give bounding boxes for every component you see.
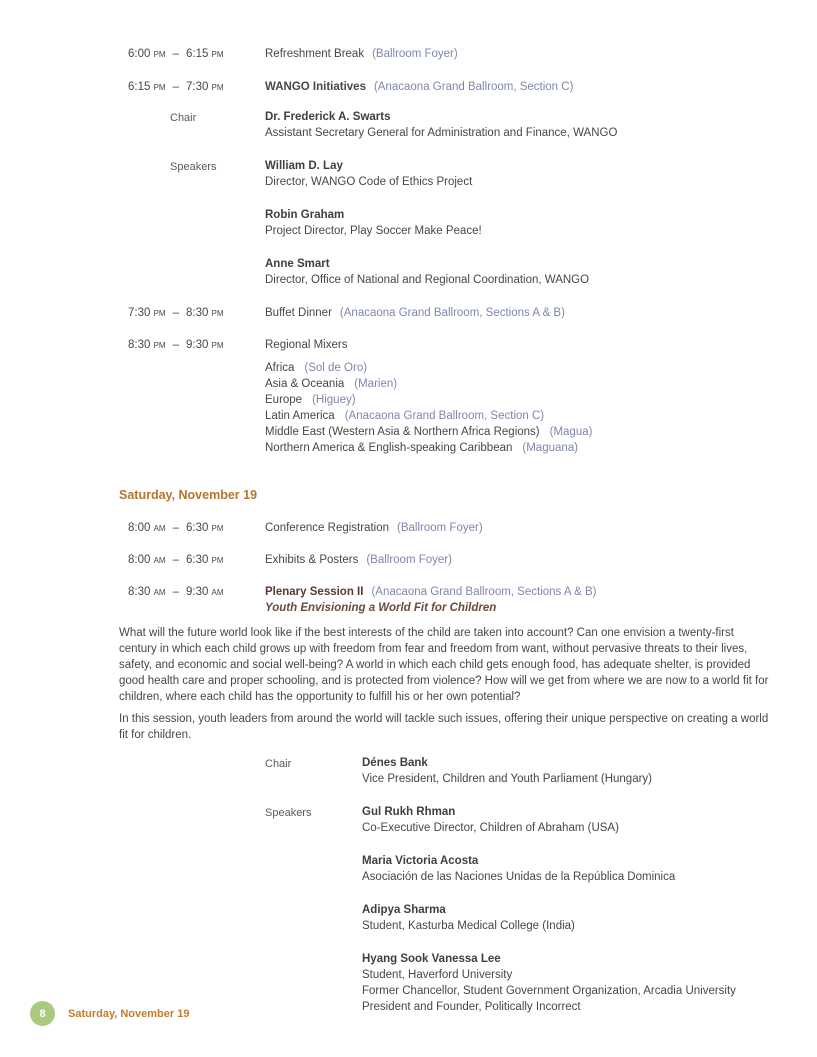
- role-label: [170, 207, 265, 239]
- person-title: President and Founder, Politically Incorrect: [362, 1001, 581, 1013]
- description-paragraph: What will the future world look like if the best interests of the child are taken into account? Can one envision a twenty-first century in which each child grows up with freedom from fear and freedom from want, without pervasive threats to their lives, safety, and economic and social well-being? A world in which each child gets enough food, has adequate shelter, is provided good health care and proper schooling, and is protected from violence? How will we get from where we are now to a world fit for children, where each child has the opportunity to fulfill his or her own potential?: [119, 627, 769, 703]
- day-heading: Saturday, November 19: [119, 488, 258, 502]
- end-time: 9:30 am: [185, 586, 224, 598]
- person-name: Dénes Bank: [362, 757, 428, 769]
- schedule-row: [119, 79, 770, 95]
- role-label: [265, 902, 362, 934]
- person-title: Director, Office of National and Regional Coordination, WANGO: [265, 274, 590, 286]
- event-time: [128, 337, 265, 353]
- person-name: Gul Rukh Rhman: [362, 806, 456, 818]
- role-label: Chair: [265, 758, 292, 770]
- person-row: [119, 207, 770, 239]
- event-time: [128, 584, 265, 616]
- event-time: [128, 305, 265, 321]
- person-title: Student, Kasturba Medical College (India): [362, 920, 575, 932]
- time-dash: –: [172, 307, 179, 319]
- schedule-row: [119, 337, 770, 353]
- regional-mixers-list: [119, 360, 770, 456]
- mixer-region: Africa: [265, 362, 295, 374]
- role-label: Speakers: [265, 807, 312, 819]
- person-row: [119, 109, 770, 141]
- person-name: Dr. Frederick A. Swarts: [265, 111, 391, 123]
- person-row: [119, 804, 770, 836]
- event-title: Exhibits & Posters: [265, 554, 359, 566]
- mixer-region: Latin America: [265, 410, 335, 422]
- mixer-region: Asia & Oceania: [265, 378, 345, 390]
- start-time: 8:00 am: [128, 522, 166, 534]
- person-name: Maria Victoria Acosta: [362, 855, 479, 867]
- event-title: WANGO Initiatives: [265, 81, 366, 93]
- end-time: 6:30 pm: [185, 522, 224, 534]
- schedule-row: [119, 305, 770, 321]
- event-location: (Anacaona Grand Ballroom, Sections A & B): [339, 307, 565, 319]
- time-dash: –: [172, 81, 179, 93]
- role-label: [265, 853, 362, 885]
- start-time: 6:15 pm: [128, 81, 166, 93]
- description-paragraph: In this session, youth leaders from around the world will tackle such issues, offering their unique perspective on creating a world fit for children.: [119, 713, 769, 741]
- session-subtitle: Youth Envisioning a World Fit for Children: [265, 602, 497, 614]
- event-time: [128, 79, 265, 95]
- end-time: 9:30 pm: [185, 339, 224, 351]
- person-row: [119, 902, 770, 934]
- person-title: Director, WANGO Code of Ethics Project: [265, 176, 473, 188]
- schedule-row: [119, 520, 770, 536]
- event-title: Conference Registration: [265, 522, 390, 534]
- event-time: [128, 552, 265, 568]
- event-time: [128, 46, 265, 62]
- mixer-item: [265, 360, 770, 376]
- mixer-location: (Higuey): [312, 394, 356, 406]
- event-location: (Ballroom Foyer): [366, 554, 452, 566]
- mixer-location: (Anacaona Grand Ballroom, Section C): [344, 410, 545, 422]
- event-location: (Anacaona Grand Ballroom, Sections A & B): [371, 586, 597, 598]
- event-title: Buffet Dinner: [265, 307, 332, 319]
- mixer-location: (Magua): [549, 426, 593, 438]
- start-time: 8:30 pm: [128, 339, 166, 351]
- mixer-item: [265, 392, 770, 408]
- mixer-item: [265, 424, 770, 440]
- person-title: Asociación de las Naciones Unidas de la República Dominica: [362, 871, 676, 883]
- mixer-location: (Sol de Oro): [304, 362, 368, 374]
- person-row: [119, 853, 770, 885]
- role-label: Chair: [170, 112, 197, 124]
- person-title: Assistant Secretary General for Administration and Finance, WANGO: [265, 127, 618, 139]
- event-location: (Ballroom Foyer): [372, 48, 458, 60]
- person-row: [119, 951, 770, 1015]
- schedule-row: [119, 552, 770, 568]
- person-title: Project Director, Play Soccer Make Peace!: [265, 225, 482, 237]
- page-number-badge: 8: [30, 1001, 55, 1026]
- start-time: 6:00 pm: [128, 48, 166, 60]
- event-title: Regional Mixers: [265, 339, 348, 351]
- role-label: [170, 256, 265, 288]
- person-name: Anne Smart: [265, 258, 330, 270]
- mixer-location: (Marien): [354, 378, 398, 390]
- end-time: 6:30 pm: [185, 554, 224, 566]
- end-time: 7:30 pm: [185, 81, 224, 93]
- start-time: 8:00 am: [128, 554, 166, 566]
- end-time: 8:30 pm: [185, 307, 224, 319]
- role-label: Speakers: [170, 161, 217, 173]
- event-location: (Anacaona Grand Ballroom, Section C): [373, 81, 574, 93]
- time-dash: –: [172, 522, 179, 534]
- time-dash: –: [172, 554, 179, 566]
- mixer-region: Northern America & English-speaking Caribbean: [265, 442, 513, 454]
- role-label: [265, 951, 362, 1015]
- start-time: 7:30 pm: [128, 307, 166, 319]
- time-dash: –: [172, 48, 179, 60]
- person-title: Vice President, Children and Youth Parliament (Hungary): [362, 773, 653, 785]
- person-title: Student, Haverford University: [362, 969, 513, 981]
- person-row: [119, 256, 770, 288]
- time-dash: –: [172, 586, 179, 598]
- person-row: [119, 755, 770, 787]
- person-name: Hyang Sook Vanessa Lee: [362, 953, 501, 965]
- end-time: 6:15 pm: [185, 48, 224, 60]
- mixer-region: Europe: [265, 394, 303, 406]
- person-name: William D. Lay: [265, 160, 343, 172]
- mixer-location: (Maguana): [522, 442, 579, 454]
- event-title: Refreshment Break: [265, 48, 365, 60]
- event-time: [128, 520, 265, 536]
- person-name: Robin Graham: [265, 209, 345, 221]
- mixer-item: [265, 408, 770, 424]
- page-footer: [30, 1001, 189, 1026]
- person-title: Former Chancellor, Student Government Organization, Arcadia University: [362, 985, 736, 997]
- mixer-item: [265, 440, 770, 456]
- schedule-row: [119, 46, 770, 62]
- event-title: Plenary Session II: [265, 586, 364, 598]
- person-title: Co-Executive Director, Children of Abraham (USA): [362, 822, 619, 834]
- person-row: [119, 158, 770, 190]
- person-name: Adipya Sharma: [362, 904, 446, 916]
- mixer-region: Middle East (Western Asia & Northern Africa Regions): [265, 426, 540, 438]
- mixer-item: [265, 376, 770, 392]
- time-dash: –: [172, 339, 179, 351]
- event-location: (Ballroom Foyer): [397, 522, 483, 534]
- start-time: 8:30 am: [128, 586, 166, 598]
- footer-date: Saturday, November 19: [68, 1007, 190, 1020]
- schedule-row: [119, 584, 770, 616]
